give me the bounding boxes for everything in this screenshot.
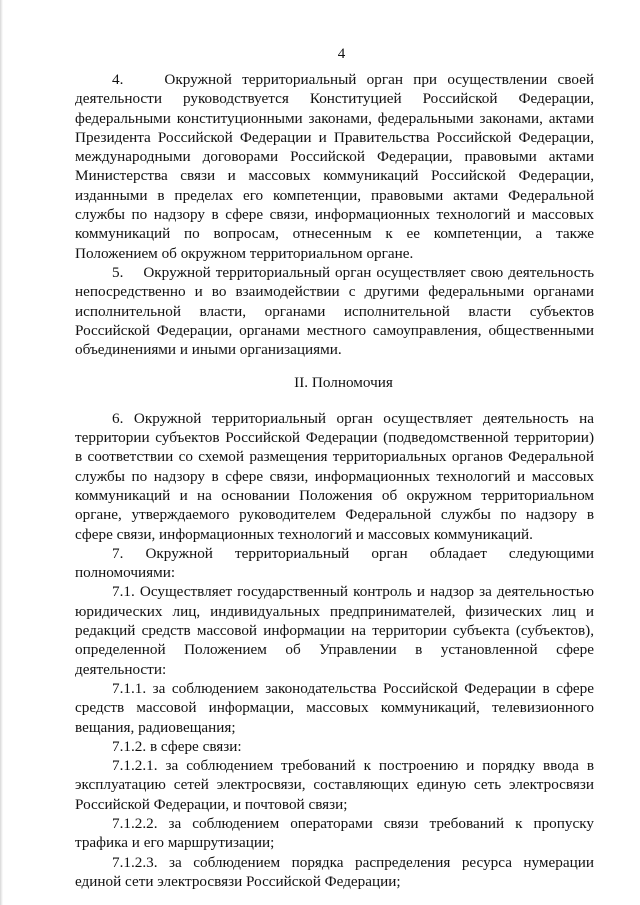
- paragraph-6: 6. Окружной территориальный орган осуществляет деятельность на территории субъектов Российской Федерации (подведомственной территории) в соответствии со схемой размещения территориальных органов Федеральной службы по надзору в сфере связи, информационных технологий и массовых коммуникаций и на основании Положения об окружном территориальном органе, утверждаемого руководителем Федеральной службы по надзору в сфере связи, информационных технологий и массовых коммуникаций.: [75, 409, 594, 543]
- paragraph-7-1-1: 7.1.1. за соблюдением законодательства Российской Федерации в сфере средств массовой информации, массовых коммуникаций, телевизионного вещания, радиовещания;: [75, 679, 594, 736]
- paragraph-7-1-2: 7.1.2. в сфере связи:: [112, 737, 242, 755]
- scan-edge: [0, 0, 3, 905]
- paragraph-4: 4. Окружной территориальный орган при осуществлении своей деятельности руководствуется Конституцией Российской Федерации, федеральными конституционными законами, федеральными законами, актами Президента Российской Федерации и Правительства Российской Федерации, международными договорами Российской Федерации, правовыми актами Министерства связи и массовых коммуникаций Российской Федерации, изданными в пределах его компетенции, правовыми актами Федеральной службы по надзору в сфере связи, информационных технологий и массовых коммуникаций по вопросам, отнесенным к ее компетенции, а также Положением об окружном территориальном органе.: [75, 71, 594, 262]
- page-number: 4: [337, 46, 346, 62]
- paragraph-5: 5. Окружной территориальный орган осуществляет свою деятельность непосредственно и во взаимодействии с другими федеральными органами исполнительной власти, органами исполнительной власти субъектов Российской Федерации, органами местного самоуправления, общественными объединениями и иными организациями.: [75, 263, 594, 359]
- paragraph-7-1-2-1: 7.1.2.1. за соблюдением требований к построению и порядку ввода в эксплуатацию сетей электросвязи, составляющих единую сеть электросвязи Российской Федерации, и почтовой связи;: [75, 757, 594, 813]
- section-heading: II. Полномочия: [294, 374, 393, 392]
- paragraph-7-1: 7.1. Осуществляет государственный контроль и надзор за деятельностью юридических лиц, индивидуальных предпринимателей, физических лиц и редакций средств массовой информации на территории субъекта (субъектов), определенной Положением об Управлении в установленной сфере деятельности:: [75, 583, 594, 678]
- paragraph-7-1-2-3: 7.1.2.3. за соблюдением порядка распределения ресурса нумерации единой сети электросвязи Российской Федерации;: [75, 853, 594, 890]
- paragraph-7: 7. Окружной территориальный орган обладает следующими полномочиями:: [75, 544, 594, 582]
- paragraph-7-1-2-2: 7.1.2.2. за соблюдением операторами связи требований к пропуску трафика и его маршрутизации;: [75, 814, 594, 852]
